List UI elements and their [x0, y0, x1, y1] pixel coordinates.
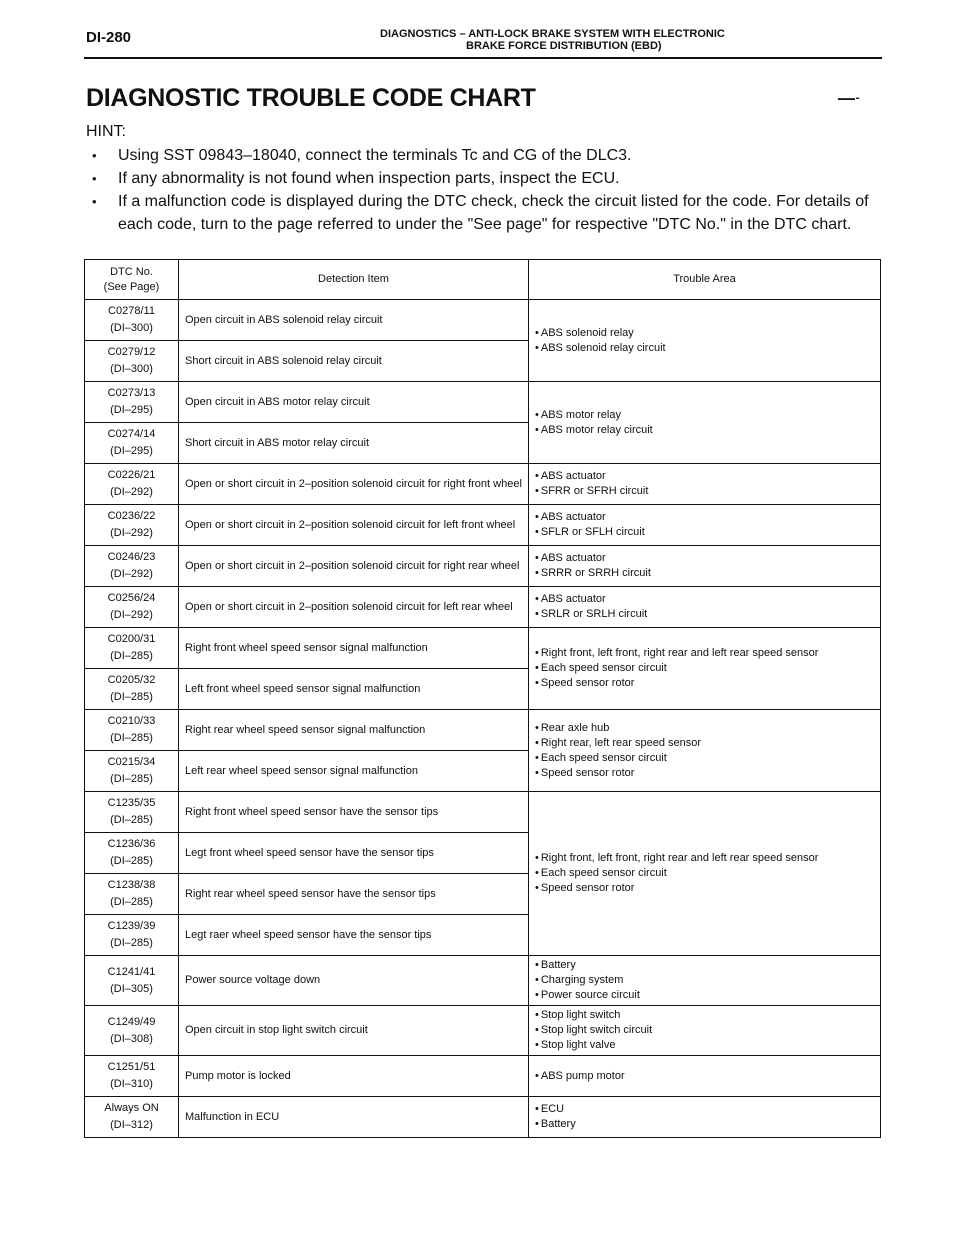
dtc-code-cell: C0246/23 (DI–292) — [85, 546, 179, 587]
section-header — [380, 28, 725, 52]
detection-item-cell: Open or short circuit in 2–position solenoid circuit for right rear wheel — [179, 546, 529, 587]
detection-item-cell: Malfunction in ECU — [179, 1097, 529, 1138]
detection-item-cell: Legt front wheel speed sensor have the sensor tips — [179, 833, 529, 874]
table-row — [85, 587, 881, 628]
detection-item-cell: Open or short circuit in 2–position solenoid circuit for left front wheel — [179, 505, 529, 546]
detection-item-cell: Open circuit in ABS motor relay circuit — [179, 382, 529, 423]
dtc-code-cell: C1251/51 (DI–310) — [85, 1056, 179, 1097]
hint-item: • If a malfunction code is displayed during the DTC check, check the circuit listed for the code. For details of each code, turn to the page referred to under the "See page" for respective "DTC No." in the DTC chart. — [88, 190, 884, 236]
dtc-code-cell: C0210/33 (DI–285) — [85, 710, 179, 751]
detection-item-cell: Open or short circuit in 2–position solenoid circuit for left rear wheel — [179, 587, 529, 628]
table-header-row — [85, 260, 881, 300]
detection-item-cell: Pump motor is locked — [179, 1056, 529, 1097]
table-row — [85, 1056, 881, 1097]
detection-item-cell: Short circuit in ABS motor relay circuit — [179, 423, 529, 464]
trouble-area-cell: • ABS solenoid relay • ABS solenoid relay circuit — [529, 300, 881, 382]
dtc-code-cell: C0256/24 (DI–292) — [85, 587, 179, 628]
hint-list — [88, 144, 884, 236]
trouble-area-cell: • ABS motor relay • ABS motor relay circuit — [529, 382, 881, 464]
detection-item-cell: Power source voltage down — [179, 956, 529, 1006]
dtc-code-cell: C1241/41 (DI–305) — [85, 956, 179, 1006]
dtc-code-cell: C0274/14 (DI–295) — [85, 423, 179, 464]
trouble-area-cell: • ABS actuator • SRRR or SRRH circuit — [529, 546, 881, 587]
trouble-area-cell: • ABS actuator • SFLR or SFLH circuit — [529, 505, 881, 546]
table-row — [85, 710, 881, 751]
dtc-code-cell: C0236/22 (DI–292) — [85, 505, 179, 546]
table-row — [85, 628, 881, 669]
dtc-code-cell: C1249/49 (DI–308) — [85, 1006, 179, 1056]
detection-item-cell: Right rear wheel speed sensor have the sensor tips — [179, 874, 529, 915]
header-dtc-no: DTC No. (See Page) — [85, 260, 179, 300]
trouble-area-cell: • Right front, left front, right rear and left rear speed sensor • Each speed sensor circuit • Speed sensor rotor — [529, 628, 881, 710]
trouble-area-cell: • ABS pump motor — [529, 1056, 881, 1097]
table-row — [85, 546, 881, 587]
detection-item-cell: Left front wheel speed sensor signal malfunction — [179, 669, 529, 710]
detection-item-cell: Legt raer wheel speed sensor have the sensor tips — [179, 915, 529, 956]
detection-item-cell: Left rear wheel speed sensor signal malfunction — [179, 751, 529, 792]
dtc-code-cell: C0205/32 (DI–285) — [85, 669, 179, 710]
detection-item-cell: Open or short circuit in 2–position solenoid circuit for right front wheel — [179, 464, 529, 505]
table-row — [85, 505, 881, 546]
detection-item-cell: Right front wheel speed sensor have the sensor tips — [179, 792, 529, 833]
detection-item-cell: Right front wheel speed sensor signal malfunction — [179, 628, 529, 669]
section-header-line2: BRAKE FORCE DISTRIBUTION (EBD) — [466, 40, 662, 52]
reference-code-mark: ▬▬▬ ▪▪ — [838, 96, 859, 102]
trouble-area-cell: • ABS actuator • SRLR or SRLH circuit — [529, 587, 881, 628]
dtc-code-cell: C0215/34 (DI–285) — [85, 751, 179, 792]
trouble-area-cell: • Battery • Charging system • Power source circuit — [529, 956, 881, 1006]
dtc-code-cell: C1239/39 (DI–285) — [85, 915, 179, 956]
page-number: DI-280 — [86, 29, 132, 46]
detection-item-cell: Open circuit in ABS solenoid relay circuit — [179, 300, 529, 341]
hint-item: • Using SST 09843–18040, connect the terminals Tc and CG of the DLC3. — [88, 144, 884, 167]
dtc-code-cell: C0200/31 (DI–285) — [85, 628, 179, 669]
table-row — [85, 1006, 881, 1056]
dtc-chart-table — [84, 259, 881, 1138]
header-detection-item: Detection Item — [179, 260, 529, 300]
table-row — [85, 956, 881, 1006]
dtc-code-cell: C0273/13 (DI–295) — [85, 382, 179, 423]
detection-item-cell: Open circuit in stop light switch circuit — [179, 1006, 529, 1056]
table-row — [85, 792, 881, 833]
dtc-code-cell: C0278/11 (DI–300) — [85, 300, 179, 341]
hint-item: • If any abnormality is not found when inspection parts, inspect the ECU. — [88, 167, 884, 190]
page-title: DIAGNOSTIC TROUBLE CODE CHART — [86, 84, 536, 112]
table-row — [85, 300, 881, 341]
dtc-code-cell: Always ON (DI–312) — [85, 1097, 179, 1138]
detection-item-cell: Right rear wheel speed sensor signal malfunction — [179, 710, 529, 751]
dtc-code-cell: C0226/21 (DI–292) — [85, 464, 179, 505]
trouble-area-cell: • ABS actuator • SFRR or SFRH circuit — [529, 464, 881, 505]
dtc-code-cell: C1235/35 (DI–285) — [85, 792, 179, 833]
table-row — [85, 464, 881, 505]
detection-item-cell: Short circuit in ABS solenoid relay circuit — [179, 341, 529, 382]
table-row — [85, 382, 881, 423]
trouble-area-cell: • ECU • Battery — [529, 1097, 881, 1138]
dtc-code-cell: C0279/12 (DI–300) — [85, 341, 179, 382]
hint-label: HINT: — [86, 123, 126, 140]
dtc-code-cell: C1236/36 (DI–285) — [85, 833, 179, 874]
section-header-line1: DIAGNOSTICS – ANTI-LOCK BRAKE SYSTEM WITH ELECTRONIC — [380, 28, 725, 40]
trouble-area-cell: • Rear axle hub • Right rear, left rear speed sensor • Each speed sensor circuit • Speed sensor rotor — [529, 710, 881, 792]
table-row — [85, 1097, 881, 1138]
header-trouble-area: Trouble Area — [529, 260, 881, 300]
header-divider — [84, 57, 882, 59]
dtc-code-cell: C1238/38 (DI–285) — [85, 874, 179, 915]
trouble-area-cell: • Right front, left front, right rear and left rear speed sensor • Each speed sensor circuit • Speed sensor rotor — [529, 792, 881, 956]
trouble-area-cell: • Stop light switch • Stop light switch circuit • Stop light valve — [529, 1006, 881, 1056]
